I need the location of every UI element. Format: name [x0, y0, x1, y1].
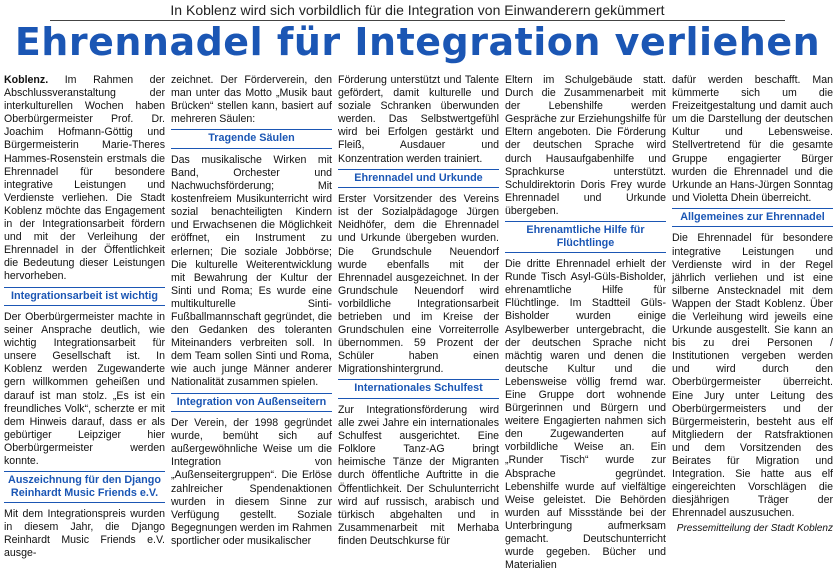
article-body: [4, 74, 833, 572]
lead-paragraph: [4, 74, 165, 284]
column-1: [4, 74, 165, 560]
paragraph: Die Ehrennadel für besondere integrative Leistungen und Verdienste wird in der Regel jährlich verliehen und ist eine silberne Anstecknadel mit dem Wappen der Stadt Koblenz. Über die Verleihung wird jeweils eine Urkunde ausgestellt. Sie kann an bis zu drei Personen / Institutionen vergeben werden und wird durch den Oberbürgermeister überreicht. Eine Jury unter Leitung des Oberbürgermeisters und der Bürgermeisterin, besteht aus elf Mitgliedern der Ratsfraktionen und dem Vorsitzenden des Beirates für Migration und Integration. Sie hatte aus elf eingereichten Vorschlägen die diesjährigen Träger der Ehrennadel auszusuchen.: [672, 232, 833, 520]
subheading: Integration von Außenseitern: [171, 393, 332, 413]
press-credit: Pressemitteilung der Stadt Koblenz: [676, 522, 833, 534]
paragraph: zeichnet. Der Förderverein, den man unter das Motto „Musik baut Brücken“ stellen kann, basiert auf mehreren Säulen:: [171, 74, 332, 126]
subheading: Internationales Schulfest: [338, 379, 499, 399]
column-5: [672, 74, 833, 534]
column-3: [338, 74, 499, 547]
lead-text: Im Rahmen der Abschlussveranstaltung der interkulturellen Wochen haben Oberbürgermeister Prof. Dr. Joachim Hofmann-Göttig und Bürgermeisterin Marie-Theres Hammes-Rosenstein erstmals die Ehrennadel für besondere integrative Leistungen und Verdienste verliehen. Die Stadt Koblenz möchte das Engagement in der Integrationsarbeit fördern und mit der Verleihung der Ehrennadel in der Öffentlichkeit die Bedeutung dieser Leistungen hervorheben.: [4, 74, 165, 283]
paragraph: Mit dem Integrationspreis wurden in diesem Jahr, die Django Reinhardt Music Friends e.V. ausge-: [4, 508, 165, 560]
dateline: Koblenz.: [4, 74, 49, 86]
paragraph: Das musikalische Wirken mit Band, Orchester und Nachwuchsförderung; Mit kostenfreiem Musikunterricht wird sozial benachteiligten Kindern und Erwachsenen die Möglichkeit eröffnet, ein Instrument zu erlernen; Die soziale Jobbörse; Die kulturelle Weiterentwicklung mit Bewahrung der Kultur der Sinti und Roma; Es wurde eine multikulturelle Sinti-Fußballmannschaft gegründet, die den Gedanken des toleranten Miteinanders verbreiten soll. In dem Team sollen Sinti und Roma, wie auch junge Männer anderer Nationalität zusammen spielen.: [171, 153, 332, 389]
paragraph: dafür werden beschafft. Man kümmerte sich um die Freizeitgestaltung und damit auch um die Darstellung der deutschen Kultur und Lebensweise. Stellvertretend für die gesamte Gruppe engagierter Bürger wurden die Ehrennadel und die Urkunde an Hans-Jürgen Sonntag und Violetta Dhein überreicht.: [672, 74, 833, 204]
subheading: Integrationsarbeit ist wichtig: [4, 287, 165, 307]
subheading: Auszeichnung für den Django Reinhardt Music Friends e.V.: [4, 471, 165, 503]
column-2: [171, 74, 332, 547]
paragraph: Der Oberbürgermeister machte in seiner Ansprache deutlich, wie wichtig Integrationsarbeit für unsere Gesellschaft ist. In Koblenz werden Zugewanderte gern willkommen geheißen und darauf ist man stolz. „Es ist ein freundliches Volk“, scherzte er mit dem Hinweis darauf, dass er als gebürtiger Leipziger hier Oberbürgermeister werden konnte.: [4, 311, 165, 468]
paragraph: Eltern im Schulgebäude statt. Durch die Zusammenarbeit mit der Lebenshilfe werden Gespräche zur Erziehungshilfe für Eltern angeboten. Die Förderung der deutschen Sprache wird durch Hausaufgabenhilfe und Sprachkurse unterstützt. Schuldirektorin Doris Frey wurde Ehrennadel und Urkunde übergeben.: [505, 74, 666, 217]
paragraph: Die dritte Ehrennadel erhielt der Runde Tisch Asyl-Güls-Bisholder, ehrenamtliche Hilfe für Flüchtlinge. Im Stadtteil Güls-Bisholder wurden einige Asylbewerber untergebracht, die der deutschen Sprache nicht mächtig waren und denen die deutsche Kultur und die Lebensweise völlig fremd war. Eine Gruppe dort wohnende Bürgerinnen und Bürgern und weitere Engagierten nahmen sich den Zugewanderten auf vorbildliche Weise an. Ein „Runder Tisch“ wurde zur Absprache gegründet. Lebenshilfe wurde auf vielfältige Weise geleistet. Die Behörden wurden auf Missstände bei der Unterbringung aufmerksam gemacht. Deutschunterricht wurde gegeben. Bücher und Materialien: [505, 258, 666, 572]
paragraph: Zur Integrationsförderung wird alle zwei Jahre ein internationales Schulfest ausgerichtet. Eine Folklore Tanz-AG bringt heimische Tänze der Migranten durch öffentliche Auftritte in die Öffentlichkeit. Der Schulunterricht wird auf russisch, arabisch und türkisch abgehalten und in Zusammenarbeit mit Merhaba finden Deutschkurse für: [338, 403, 499, 547]
paragraph: Förderung unterstützt und Talente gefördert, damit kulturelle und soziale Schranken überwunden werden. Das Selbstwertgefühl wird bei Erfolgen gestärkt und Fleiß, Ausdauer und Konzentration werden trainiert.: [338, 74, 499, 165]
subheading: Ehrenamtliche Hilfe für Flüchtlinge: [505, 221, 666, 253]
paragraph: Der Verein, der 1998 gegründet wurde, bemüht sich auf außergewöhnliche Weise um die Integration von „Außenseitergruppen“. Die Erlöse zahlreicher Spendenaktionen wurden in diesem Sinne zur Verfügung gestellt. Soziale Begegnungen werden im Rahmen sportlicher oder musikalischer: [171, 417, 332, 547]
headline: Ehrennadel für Integration verliehen: [14, 20, 821, 64]
paragraph: Erster Vorsitzender des Vereins ist der Sozialpädagoge Jürgen Neidhöfer, dem die Ehrennadel und Urkunde übergeben wurden. Die Grundschule Neuendorf wurde ebenfalls mit der Ehrennadel ausgezeichnet. In der Grundschule Neuendorf wird vorbildliche Integrationsarbeit betrieben und im Kreise der Grundschulen eine Vorreiterrolle übernommen. 59 Prozent der Schüler haben einen Migrationshintergrund.: [338, 193, 499, 376]
kicker-line: In Koblenz wird sich vorbildlich für die Integration von Einwanderern gekümmert: [170, 2, 665, 18]
subheading: Ehrennadel und Urkunde: [338, 169, 499, 189]
column-4: [505, 74, 666, 572]
subheading: Allgemeines zur Ehrennadel: [672, 208, 833, 228]
subheading: Tragende Säulen: [171, 129, 332, 149]
